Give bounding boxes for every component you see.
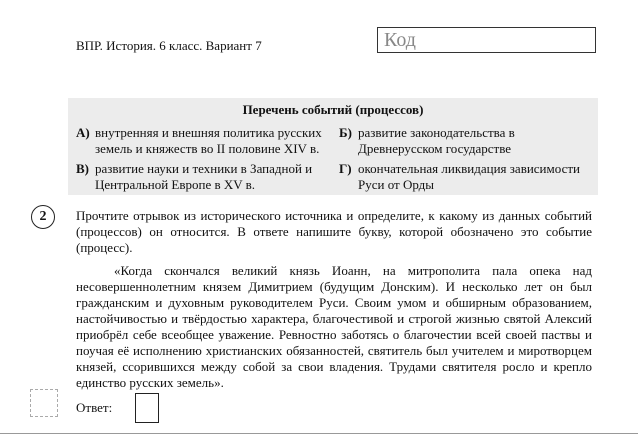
page-header-title: ВПР. История. 6 класс. Вариант 7 (76, 38, 262, 53)
event-text: внутренняя и внешняя политика русских земель и княжеств во II половине XIV в. (95, 125, 322, 156)
events-table (68, 98, 598, 195)
kod-label: Код (384, 29, 416, 51)
question-number: 2 (31, 205, 55, 229)
event-letter: Г) (339, 161, 352, 176)
event-text: окончательная ликвидация зависимости Руси от Орды (358, 161, 580, 192)
event-letter: В) (76, 161, 89, 176)
event-letter: А) (76, 125, 90, 140)
kod-box[interactable] (377, 27, 596, 53)
source-quote: «Когда скончался великий князь Иоанн, на митрополита пала опека над несовершеннолетним князем Димитрием (будущим Донским). И несколько лет он был гражданским и духовным руководителем Руси. Своим умом и обширным образованием, настойчивостью и твёрдостью характера, благочестивой и строгой жизнью святой Алексий приобрёл себе всеобщее уважение. Ревностно заботясь о благочестии всей своей паствы и поучая её исполнению христианских обязанностей, святитель был учителем и миротворцем князей, ссорившихся между собой за свои владения. Трудами святителя росло и крепло единство русских земель». (76, 263, 592, 390)
event-text: развитие науки и техники в Западной и Центральной Европе в XV в. (95, 161, 313, 192)
answer-box[interactable] (135, 393, 159, 423)
grading-mark-box (30, 389, 58, 417)
task-instruction: Прочтите отрывок из исторического источника и определите, к какому из данных событий (процессов) он относится. В ответе напишите букву, которой обозначено это событие (процесс). (76, 208, 592, 255)
answer-label: Ответ: (76, 400, 113, 415)
event-letter: Б) (339, 125, 352, 140)
event-text: развитие законодательства в Древнерусском государстве (358, 125, 515, 156)
bottom-divider (0, 433, 638, 434)
events-title: Перечень событий (процессов) (242, 102, 424, 117)
